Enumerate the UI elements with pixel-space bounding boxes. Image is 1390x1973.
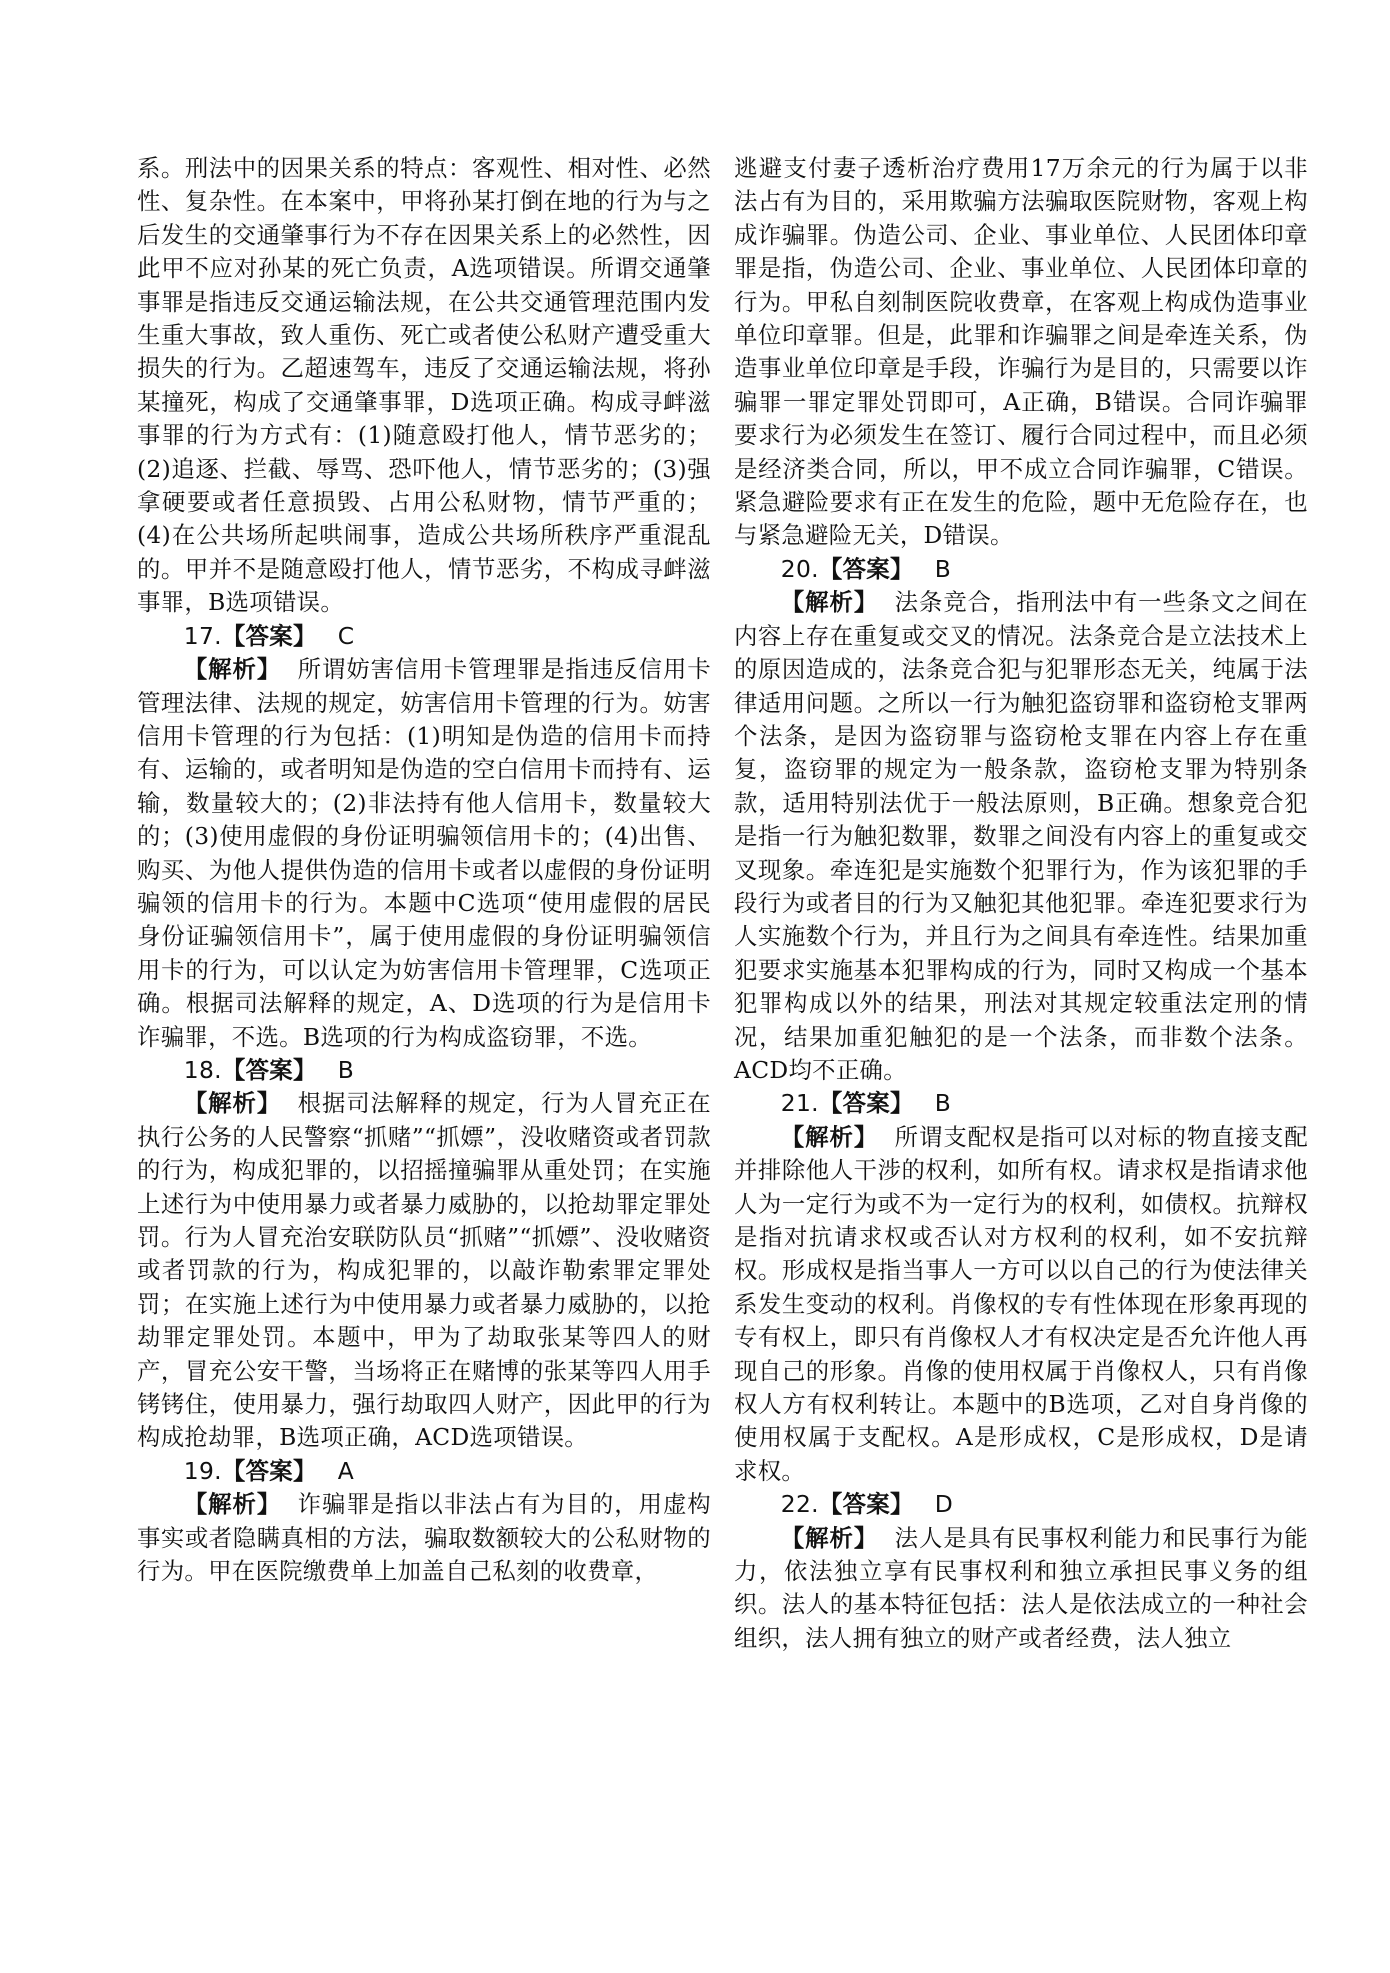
- analysis-text: 所谓妨害信用卡管理罪是指违反信用卡管理法律、法规的规定，妨害信用卡管理的行为。妨害信用卡管理的行为包括：(1)明知是伪造的信用卡而持有、运输的，或者明知是伪造的空白信用卡而持有、运输，数量较大的；(2)非法持有他人信用卡，数量较大的；(3)使用虚假的身份证明骗领信用卡的；(4)出售、购买、为他人提供伪造的信用卡或者以虚假的身份证明骗领的信用卡的行为。本题中C选项“使用虚假的居民身份证骗领信用卡”，属于使用虚假的身份证明骗领信用卡的行为，可以认定为妨害信用卡管理罪，C选项正确。根据司法解释的规定，A、D选项的行为是信用卡诈骗罪，不选。B选项的行为构成盗窃罪，不选。: [137, 655, 711, 1051]
- answer-letter: D: [934, 1490, 954, 1519]
- analysis-label: 【解析】: [780, 588, 879, 617]
- answer-letter: C: [337, 621, 355, 650]
- analysis-label: 【解析】: [183, 1089, 282, 1118]
- answer-label: 【答案】: [221, 621, 317, 650]
- answer-letter: B: [934, 554, 952, 583]
- analysis-text: 根据司法解释的规定，行为人冒充正在执行公务的人民警察“抓赌”“抓嫖”，没收赌资或者罚款的行为，构成犯罪的，以招摇撞骗罪从重处罚；在实施上述行为中使用暴力或者暴力威胁的，以抢劫罪定罪处罚。行为人冒充治安联防队员“抓赌”“抓嫖”、没收赌资或者罚款的行为，构成犯罪的，以敲诈勒索罪定罪处罚；在实施上述行为中使用暴力或者暴力威胁的，以抢劫罪定罪处罚。本题中，甲为了劫取张某等四人的财产，冒充公安干警，当场将正在赌博的张某等四人用手铐铐住，使用暴力，强行劫取四人财产，因此甲的行为构成抢劫罪，B选项正确，ACD选项错误。: [137, 1089, 711, 1452]
- answer-label: 【答案】: [818, 1089, 914, 1118]
- analysis-q17: [137, 653, 711, 1054]
- analysis-label: 【解析】: [183, 655, 282, 684]
- answer-label: 【答案】: [818, 1490, 914, 1519]
- analysis-text: 所谓支配权是指可以对标的物直接支配并排除他人干涉的权利，如所有权。请求权是指请求他人为一定行为或不为一定行为的权利，如债权。抗辩权是指对抗请求权或否认对方权利的权利，如不安抗辩权。形成权是指当事人一方可以以自己的行为使法律关系发生变动的权利。肖像权的专有性体现在形象再现的专有权上，即只有肖像权人才有权决定是否允许他人再现自己的形象。肖像的使用权属于肖像权人，只有肖像权人方有权利转让。本题中的B选项，乙对自身肖像的使用权属于支配权。A是形成权，C是形成权，D是请求权。: [734, 1122, 1308, 1485]
- answer-line-q20: [734, 553, 1308, 586]
- analysis-label: 【解析】: [780, 1523, 879, 1552]
- answer-letter: A: [337, 1456, 355, 1485]
- analysis-q19: [137, 1488, 711, 1588]
- analysis-label: 【解析】: [183, 1490, 282, 1519]
- answer-letter: B: [337, 1055, 355, 1084]
- answer-label: 【答案】: [818, 554, 914, 583]
- analysis-q20: [734, 586, 1308, 1087]
- question-number: 22.: [780, 1490, 819, 1519]
- analysis-q22: [734, 1522, 1308, 1656]
- answer-label: 【答案】: [221, 1055, 317, 1084]
- left-column: [137, 152, 711, 1588]
- analysis-text: 法人是具有民事权利能力和民事行为能力，依法独立享有民事权利和独立承担民事义务的组织。法人的基本特征包括：法人是依法成立的一种社会组织，法人拥有独立的财产或者经费，法人独立: [734, 1523, 1308, 1652]
- question-number: 19.: [183, 1456, 222, 1485]
- analysis-q18: [137, 1087, 711, 1454]
- question-number: 21.: [780, 1089, 819, 1118]
- answer-line-q22: [734, 1488, 1308, 1521]
- analysis-label: 【解析】: [780, 1122, 879, 1151]
- answer-line-q19: [137, 1455, 711, 1488]
- answer-line-q18: [137, 1054, 711, 1087]
- answer-line-q21: [734, 1087, 1308, 1120]
- answer-letter: B: [934, 1089, 952, 1118]
- question-number: 18.: [183, 1055, 222, 1084]
- paragraph-q16-continuation: 系。刑法中的因果关系的特点：客观性、相对性、必然性、复杂性。在本案中，甲将孙某打倒在地的行为与之后发生的交通肇事行为不存在因果关系上的必然性，因此甲不应对孙某的死亡负责，A选项错误。所谓交通肇事罪是指违反交通运输法规，在公共交通管理范围内发生重大事故，致人重伤、死亡或者使公私财产遭受重大损失的行为。乙超速驾车，违反了交通运输法规，将孙某撞死，构成了交通肇事罪，D选项正确。构成寻衅滋事罪的行为方式有：(1)随意殴打他人，情节恶劣的；(2)追逐、拦截、辱骂、恐吓他人，情节恶劣的；(3)强拿硬要或者任意损毁、占用公私财物，情节严重的；(4)在公共场所起哄闹事，造成公共场所秩序严重混乱的。甲并不是随意殴打他人，情节恶劣，不构成寻衅滋事罪，B选项错误。: [137, 154, 711, 617]
- analysis-q21: [734, 1121, 1308, 1488]
- analysis-text: 法条竞合，指刑法中有一些条文之间在内容上存在重复或交叉的情况。法条竞合是立法技术上的原因造成的，法条竞合犯与犯罪形态无关，纯属于法律适用问题。之所以一行为触犯盗窃罪和盗窃枪支罪两个法条，是因为盗窃罪与盗窃枪支罪在内容上存在重复，盗窃罪的规定为一般条款，盗窃枪支罪为特别条款，适用特别法优于一般法原则，B正确。想象竞合犯是指一行为触犯数罪，数罪之间没有内容上的重复或交叉现象。牵连犯是实施数个犯罪行为，作为该犯罪的手段行为或者目的行为又触犯其他犯罪。牵连犯要求行为人实施数个行为，并且行为之间具有牵连性。结果加重犯要求实施基本犯罪构成的行为，同时又构成一个基本犯罪构成以外的结果，刑法对其规定较重法定刑的情况，结果加重犯触犯的是一个法条，而非数个法条。ACD均不正确。: [734, 588, 1308, 1084]
- answer-line-q17: [137, 620, 711, 653]
- analysis-text: 诈骗罪是指以非法占有为目的，用虚构事实或者隐瞒真相的方法，骗取数额较大的公私财物的行为。甲在医院缴费单上加盖自己私刻的收费章，: [137, 1490, 711, 1586]
- question-number: 20.: [780, 554, 819, 583]
- question-number: 17.: [183, 621, 222, 650]
- answer-label: 【答案】: [221, 1456, 317, 1485]
- right-column: [734, 152, 1308, 1655]
- paragraph-q19-continuation: 逃避支付妻子透析治疗费用17万余元的行为属于以非法占有为目的，采用欺骗方法骗取医院财物，客观上构成诈骗罪。伪造公司、企业、事业单位、人民团体印章罪是指，伪造公司、企业、事业单位、人民团体印章的行为。甲私自刻制医院收费章，在客观上构成伪造事业单位印章罪。但是，此罪和诈骗罪之间是牵连关系，伪造事业单位印章是手段，诈骗行为是目的，只需要以诈骗罪一罪定罪处罚即可，A正确，B错误。合同诈骗罪要求行为必须发生在签订、履行合同过程中，而且必须是经济类合同，所以，甲不成立合同诈骗罪，C错误。紧急避险要求有正在发生的危险，题中无危险存在，也与紧急避险无关，D错误。: [734, 154, 1308, 550]
